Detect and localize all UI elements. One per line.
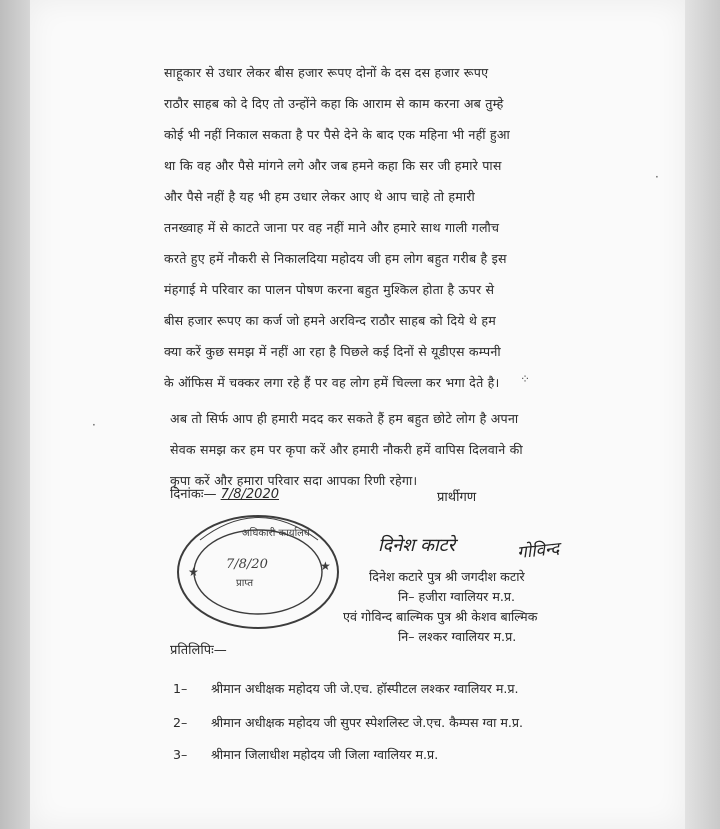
letter-line: क्या करें कुछ समझ में नहीं आ रहा है पिछले कई दिनों से यूडीएस कम्पनी [164, 344, 501, 359]
applicant-label: प्रार्थीगण [437, 490, 477, 505]
letter-line: अब तो सिर्फ आप ही हमारी मदद कर सकते हैं हम बहुत छोटे लोग है अपना [170, 411, 519, 426]
copy-item [173, 746, 438, 763]
ink-speck: · [92, 418, 96, 432]
letter-line: और पैसे नहीं है यह भी हम उधार लेकर आए थे आप चाहे तो हमारी [164, 189, 475, 204]
page-edge-right [685, 0, 720, 829]
letter-line: तनख्वाह में से काटते जाना पर वह नहीं माने और हमारे साथ गाली गलौच [164, 220, 500, 235]
letter-line: बीस हजार रूपए का कर्ज जो हमने अरविन्द राठौर साहब को दिये थे हम [164, 313, 496, 328]
applicant-line: नि– लश्कर ग्वालियर म.प्र. [398, 629, 517, 644]
signature-govind: गोविन्द [516, 538, 561, 564]
ink-speck: ⁘ [520, 372, 531, 386]
page-edge-left [0, 0, 30, 829]
copy-item [173, 714, 523, 731]
star-icon: ★ [188, 565, 199, 579]
copy-item-text: श्रीमान अधीक्षक महोदय जी सुपर स्पेशलिस्ट जे.एच. कैम्पस ग्वा म.प्र. [211, 715, 524, 730]
copy-to-label: प्रतिलिपिः— [170, 643, 227, 658]
stamp-outer-text: अधिकारी कार्यालय [242, 528, 310, 539]
letter-line: करते हुए हमें नौकरी से निकालदिया महोदय जी हम लोग बहुत गरीब है इस [164, 251, 507, 266]
signature-dinesh: दिनेश काटरे [378, 535, 456, 556]
date-label: दिनांकः— [170, 487, 217, 502]
applicant-line: एवं गोविन्द बाल्मिक पुत्र श्री केशव बाल्मिक [343, 609, 538, 624]
letter-line: कृपा करें और हमारा परिवार सदा आपका रिणी रहेगा। [170, 473, 418, 488]
copy-item-number: 3– [173, 747, 188, 762]
letter-line: था कि वह और पैसे मांगने लगे और जब हमने कहा कि सर जी हमारे पास [164, 158, 502, 173]
letter-line: कोई भी नहीं निकाल सकता है पर पैसे देने के बाद एक महिना भी नहीं हुआ [164, 127, 510, 142]
stamp-inner-text: प्राप्त [236, 578, 254, 589]
letter-line: राठौर साहब को दे दिए तो उन्होंने कहा कि आराम से काम करना अब तुम्हे [164, 96, 504, 111]
office-stamp [170, 500, 350, 650]
letter-line: मंहगाई मे परिवार का पालन पोषण करना बहुत मुश्किल होता है ऊपर से [164, 282, 495, 297]
applicant-line: नि– हजीरा ग्वालियर म.प्र. [398, 589, 516, 604]
letter-line: के ऑफिस में चक्कर लगा रहे हैं पर वह लोग हमें चिल्ला कर भगा देते है। [164, 375, 500, 390]
copy-item-number: 2– [173, 715, 188, 730]
stamp-date: 7/8/20 [226, 557, 268, 572]
letter-line: साहूकार से उधार लेकर बीस हजार रूपए दोनों के दस दस हजार रूपए [164, 65, 489, 80]
ink-speck: · [655, 170, 659, 184]
copy-item [173, 680, 519, 697]
letter-line: सेवक समझ कर हम पर कृपा करें और हमारी नौकरी हमें वापिस दिलवाने की [170, 442, 523, 457]
copy-item-text: श्रीमान जिलाधीश महोदय जी जिला ग्वालियर म.प्र. [211, 747, 439, 762]
star-icon: ★ [320, 559, 331, 573]
copy-item-number: 1– [173, 681, 188, 696]
copy-item-text: श्रीमान अधीक्षक महोदय जी जे.एच. हॉस्पीटल लश्कर ग्वालियर म.प्र. [211, 681, 519, 696]
applicant-line: दिनेश कटारे पुत्र श्री जगदीश कटारे [369, 569, 525, 584]
date-value: 7/8/2020 [220, 487, 279, 502]
